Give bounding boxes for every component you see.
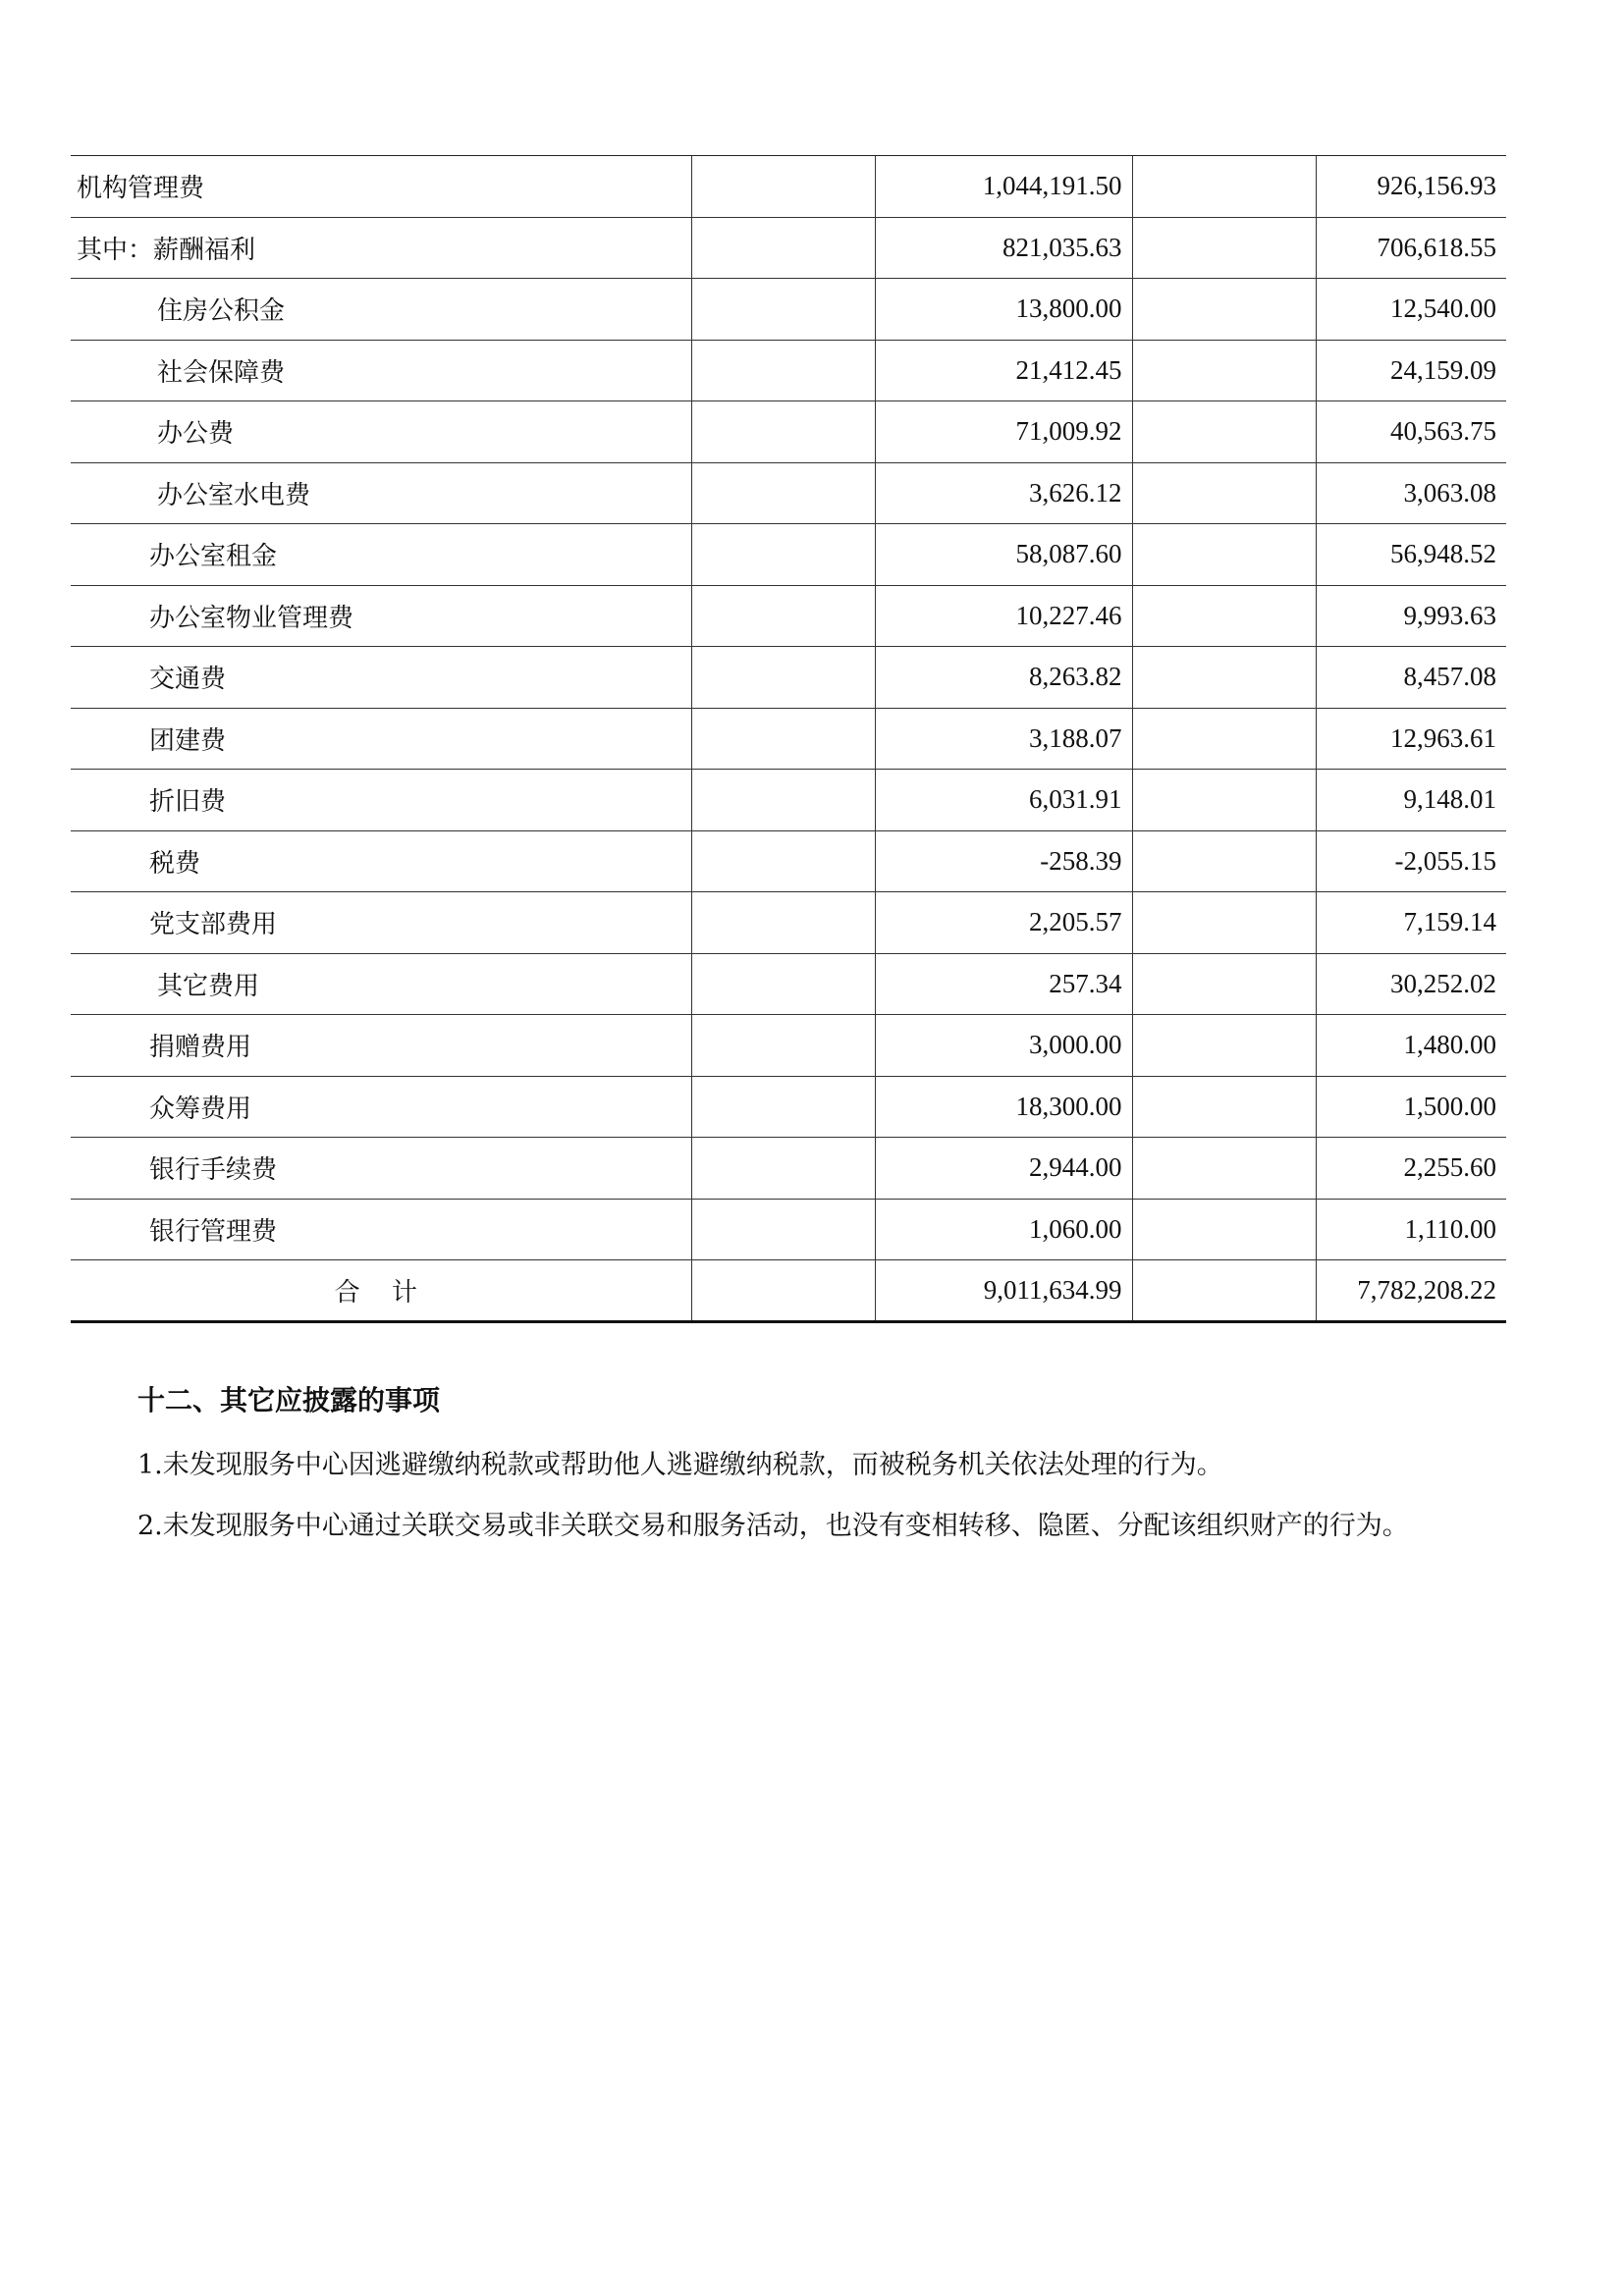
- current-amount: 3,626.12: [875, 462, 1132, 524]
- current-amount: 257.34: [875, 953, 1132, 1015]
- row-label: 交通费: [71, 647, 691, 709]
- table-row: [71, 953, 1506, 1015]
- empty-cell: [691, 401, 875, 463]
- row-label: 税费: [71, 830, 691, 892]
- current-amount: 13,800.00: [875, 279, 1132, 341]
- row-label: 办公室租金: [71, 524, 691, 586]
- row-label: 住房公积金: [71, 279, 691, 341]
- empty-cell: [691, 1260, 875, 1322]
- empty-cell: [691, 1015, 875, 1077]
- current-amount: 10,227.46: [875, 585, 1132, 647]
- empty-cell: [1132, 892, 1316, 954]
- current-amount: 2,205.57: [875, 892, 1132, 954]
- empty-cell: [1132, 953, 1316, 1015]
- empty-cell: [1132, 1260, 1316, 1322]
- previous-amount: 9,993.63: [1316, 585, 1506, 647]
- empty-cell: [1132, 524, 1316, 586]
- previous-amount: 926,156.93: [1316, 156, 1506, 218]
- empty-cell: [691, 708, 875, 770]
- disclosure-note-1: 1.未发现服务中心因逃避缴纳税款或帮助他人逃避缴纳税款，而被税务机关依法处理的行为。: [137, 1450, 1223, 1480]
- empty-cell: [691, 892, 875, 954]
- row-label: 党支部费用: [71, 892, 691, 954]
- table-row: [71, 1138, 1506, 1200]
- empty-cell: [1132, 1015, 1316, 1077]
- table-row: [71, 892, 1506, 954]
- row-label: 众筹费用: [71, 1076, 691, 1138]
- previous-amount: 1,110.00: [1316, 1199, 1506, 1260]
- current-amount: 8,263.82: [875, 647, 1132, 709]
- empty-cell: [1132, 340, 1316, 401]
- table-row: [71, 830, 1506, 892]
- empty-cell: [691, 1076, 875, 1138]
- row-label: 其中：薪酬福利: [71, 217, 691, 279]
- previous-amount: 1,480.00: [1316, 1015, 1506, 1077]
- empty-cell: [691, 340, 875, 401]
- empty-cell: [691, 1199, 875, 1260]
- table-row: [71, 1076, 1506, 1138]
- table-row: [71, 524, 1506, 586]
- empty-cell: [1132, 647, 1316, 709]
- current-amount: 21,412.45: [875, 340, 1132, 401]
- table-row: [71, 462, 1506, 524]
- empty-cell: [691, 585, 875, 647]
- empty-cell: [1132, 156, 1316, 218]
- row-label: 银行手续费: [71, 1138, 691, 1200]
- empty-cell: [1132, 279, 1316, 341]
- current-amount: 821,035.63: [875, 217, 1132, 279]
- row-label: 机构管理费: [71, 156, 691, 218]
- previous-amount: 9,148.01: [1316, 770, 1506, 831]
- disclosure-note-2: 2.未发现服务中心通过关联交易或非关联交易和服务活动，也没有变相转移、隐匿、分配该组织财产的行为。: [137, 1511, 1409, 1541]
- current-amount: 6,031.91: [875, 770, 1132, 831]
- row-label: 捐赠费用: [71, 1015, 691, 1077]
- current-amount: 71,009.92: [875, 401, 1132, 463]
- table-row: [71, 1199, 1506, 1260]
- empty-cell: [691, 953, 875, 1015]
- previous-amount: 12,540.00: [1316, 279, 1506, 341]
- table-row: [71, 156, 1506, 218]
- previous-amount: 706,618.55: [1316, 217, 1506, 279]
- previous-amount: 8,457.08: [1316, 647, 1506, 709]
- total-current-amount: 9,011,634.99: [875, 1260, 1132, 1322]
- previous-amount: 56,948.52: [1316, 524, 1506, 586]
- table-row: [71, 770, 1506, 831]
- empty-cell: [1132, 462, 1316, 524]
- row-label: 其它费用: [71, 953, 691, 1015]
- previous-amount: -2,055.15: [1316, 830, 1506, 892]
- previous-amount: 7,159.14: [1316, 892, 1506, 954]
- empty-cell: [691, 647, 875, 709]
- row-label: 办公室物业管理费: [71, 585, 691, 647]
- row-label: 办公室水电费: [71, 462, 691, 524]
- empty-cell: [691, 462, 875, 524]
- empty-cell: [1132, 1138, 1316, 1200]
- table-row: [71, 340, 1506, 401]
- empty-cell: [1132, 830, 1316, 892]
- total-label: [71, 1260, 691, 1322]
- previous-amount: 40,563.75: [1316, 401, 1506, 463]
- previous-amount: 24,159.09: [1316, 340, 1506, 401]
- empty-cell: [1132, 1076, 1316, 1138]
- empty-cell: [691, 156, 875, 218]
- total-previous-amount: 7,782,208.22: [1316, 1260, 1506, 1322]
- current-amount: 2,944.00: [875, 1138, 1132, 1200]
- empty-cell: [691, 524, 875, 586]
- empty-cell: [1132, 770, 1316, 831]
- empty-cell: [1132, 217, 1316, 279]
- previous-amount: 30,252.02: [1316, 953, 1506, 1015]
- empty-cell: [691, 770, 875, 831]
- current-amount: 58,087.60: [875, 524, 1132, 586]
- current-amount: 3,188.07: [875, 708, 1132, 770]
- expense-table: [71, 155, 1506, 1323]
- empty-cell: [1132, 585, 1316, 647]
- previous-amount: 2,255.60: [1316, 1138, 1506, 1200]
- current-amount: 1,060.00: [875, 1199, 1132, 1260]
- total-row: [71, 1260, 1506, 1322]
- empty-cell: [691, 1138, 875, 1200]
- row-label: 团建费: [71, 708, 691, 770]
- current-amount: 1,044,191.50: [875, 156, 1132, 218]
- table-row: [71, 1015, 1506, 1077]
- table-row: [71, 401, 1506, 463]
- previous-amount: 12,963.61: [1316, 708, 1506, 770]
- table-row: [71, 708, 1506, 770]
- empty-cell: [691, 830, 875, 892]
- empty-cell: [1132, 1199, 1316, 1260]
- empty-cell: [691, 279, 875, 341]
- previous-amount: 3,063.08: [1316, 462, 1506, 524]
- total-label-text: 合 计: [334, 1277, 417, 1308]
- empty-cell: [691, 217, 875, 279]
- row-label: 折旧费: [71, 770, 691, 831]
- empty-cell: [1132, 401, 1316, 463]
- current-amount: 3,000.00: [875, 1015, 1132, 1077]
- current-amount: -258.39: [875, 830, 1132, 892]
- table-row: [71, 647, 1506, 709]
- empty-cell: [1132, 708, 1316, 770]
- previous-amount: 1,500.00: [1316, 1076, 1506, 1138]
- table-row: [71, 279, 1506, 341]
- table-row: [71, 585, 1506, 647]
- current-amount: 18,300.00: [875, 1076, 1132, 1138]
- section-heading: 十二、其它应披露的事项: [137, 1384, 441, 1416]
- table-row: [71, 217, 1506, 279]
- row-label: 办公费: [71, 401, 691, 463]
- row-label: 银行管理费: [71, 1199, 691, 1260]
- row-label: 社会保障费: [71, 340, 691, 401]
